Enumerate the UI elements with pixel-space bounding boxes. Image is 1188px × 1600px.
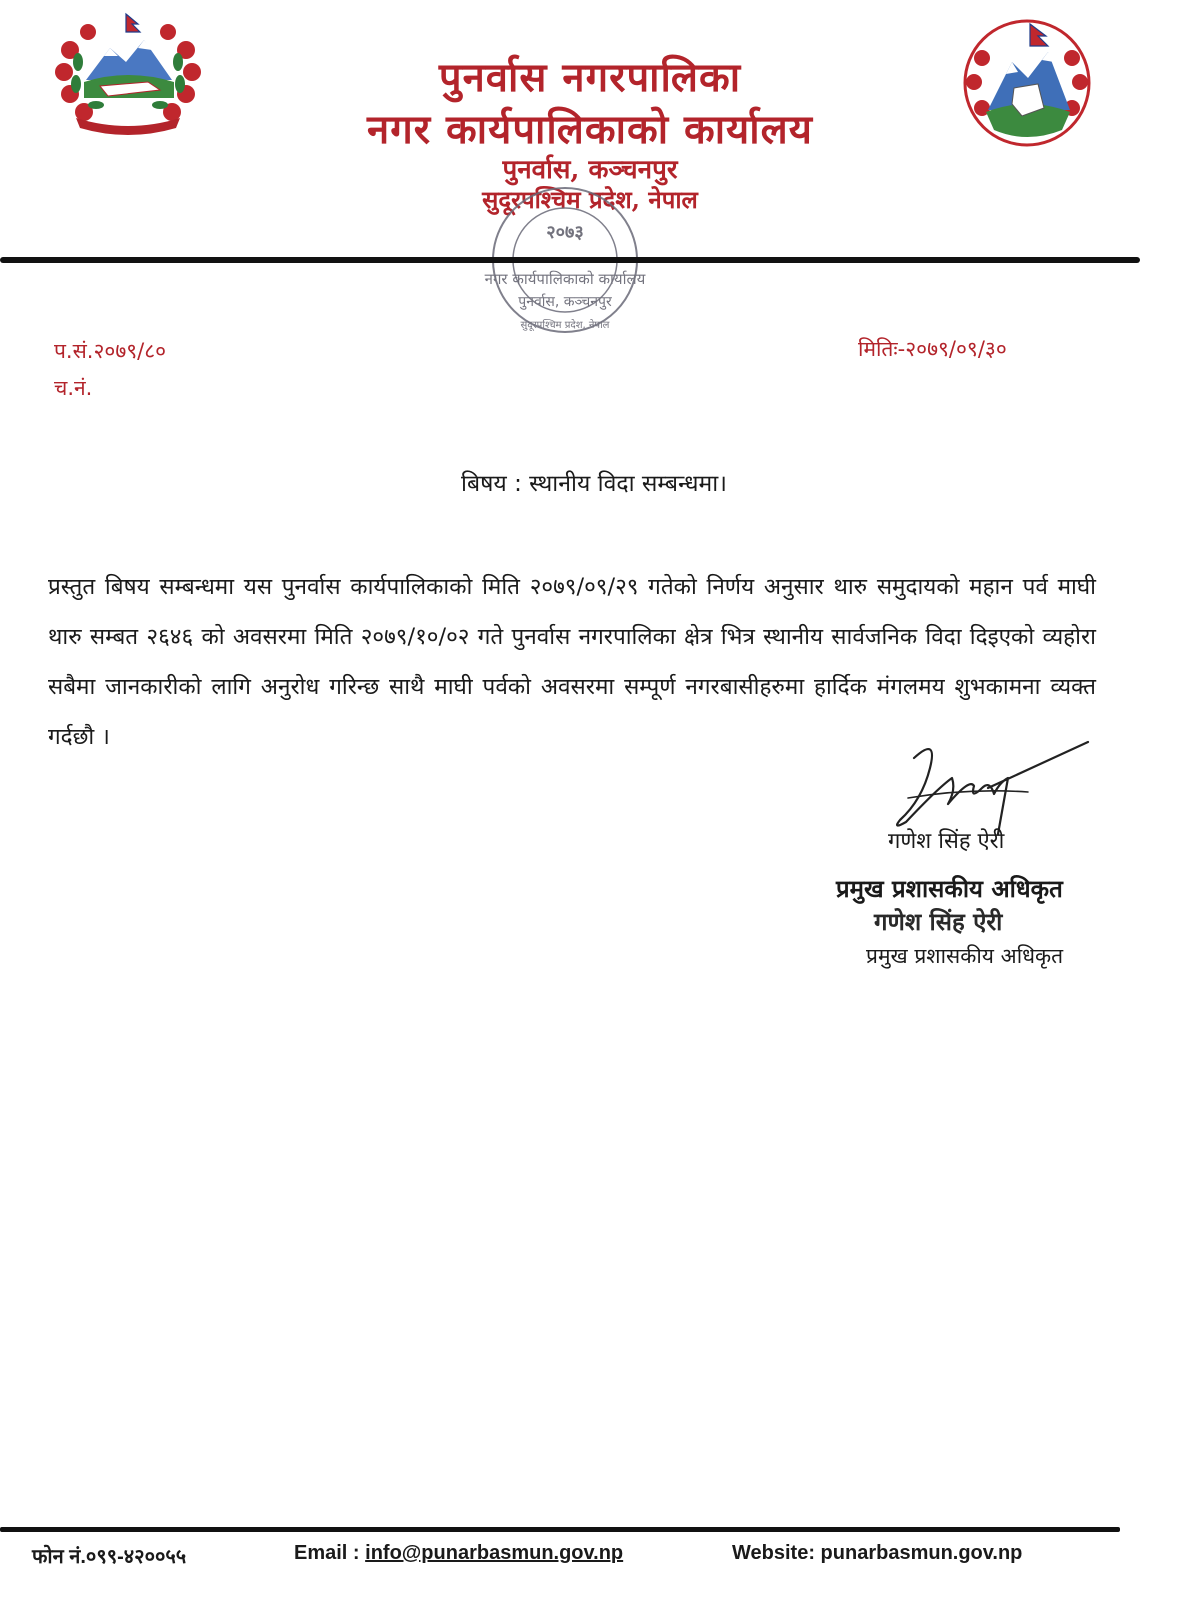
org-name: पुनर्वास नगरपालिका xyxy=(438,54,742,101)
signatory-title: प्रमुख प्रशासकीय अधिकृत xyxy=(836,875,1063,903)
signatory-name: गणेश सिंह ऐरी xyxy=(888,829,1005,854)
title-stamp: प्रमुख प्रशासकीय अधिकृत xyxy=(866,944,1064,968)
header-divider xyxy=(0,257,1140,263)
dispatch-number: च.नं. xyxy=(54,376,93,400)
stamp-line-1: पुनर्वास, कञ्चनपुर xyxy=(518,294,612,310)
nepal-emblem-icon xyxy=(48,10,208,140)
address-line-1: पुनर्वास, कञ्चनपुर xyxy=(502,155,678,185)
name-stamp: गणेश सिंह ऐरी xyxy=(874,907,1003,936)
footer-website xyxy=(732,1542,1022,1565)
stamp-ring-text: नगर कार्यपालिकाको कार्यालय xyxy=(484,270,646,288)
footer-divider xyxy=(0,1527,1120,1532)
footer-phone: फोन नं.०९९-४२००५५ xyxy=(32,1546,187,1568)
letter-body: प्रस्तुत बिषय सम्बन्धमा यस पुनर्वास कार्यपालिकाको मिति २०७९/०९/२९ गतेको निर्णय अनुसार थारु समुदायको महान पर्व माघी थारु सम्बत २६४६ को अवसरमा मिति २०७९/१०/०२ गते पुनर्वास नगरपालिका क्षेत्र भित्र स्थानीय सार्वजनिक विदा दिइएको व्यहोरा सबैमा जानकारीको लागि अनुरोध गरिन्छ साथै माघी पर्वको अवसरमा सम्पूर्ण नगरबासीहरुमा हार्दिक मंगलमय शुभकामना व्यक्त गर्दछौ । xyxy=(48,574,1096,750)
address-line-2: सुदूरपश्चिम प्रदेश, नेपाल xyxy=(482,185,698,214)
letter-date: मितिः-२०७९/०९/३० xyxy=(858,337,1007,361)
website-label: Website: xyxy=(732,1542,821,1564)
office-name: नगर कार्यपालिकाको कार्यालय xyxy=(367,106,813,153)
website-url[interactable]: punarbasmun.gov.np xyxy=(820,1542,1023,1564)
footer-email xyxy=(294,1542,623,1565)
email-link[interactable]: info@punarbasmun.gov.np xyxy=(365,1542,624,1564)
letter-subject: बिषय : स्थानीय विदा सम्बन्धमा। xyxy=(461,471,727,497)
email-label: Email : xyxy=(294,1542,366,1564)
municipality-logo-icon xyxy=(952,18,1102,148)
stamp-year: २०७३ xyxy=(546,222,584,243)
stamp-line-2: सुदूरपश्चिम प्रदेश, नेपाल xyxy=(520,320,610,331)
reference-number: प.सं.२०७९/८० xyxy=(54,339,167,363)
